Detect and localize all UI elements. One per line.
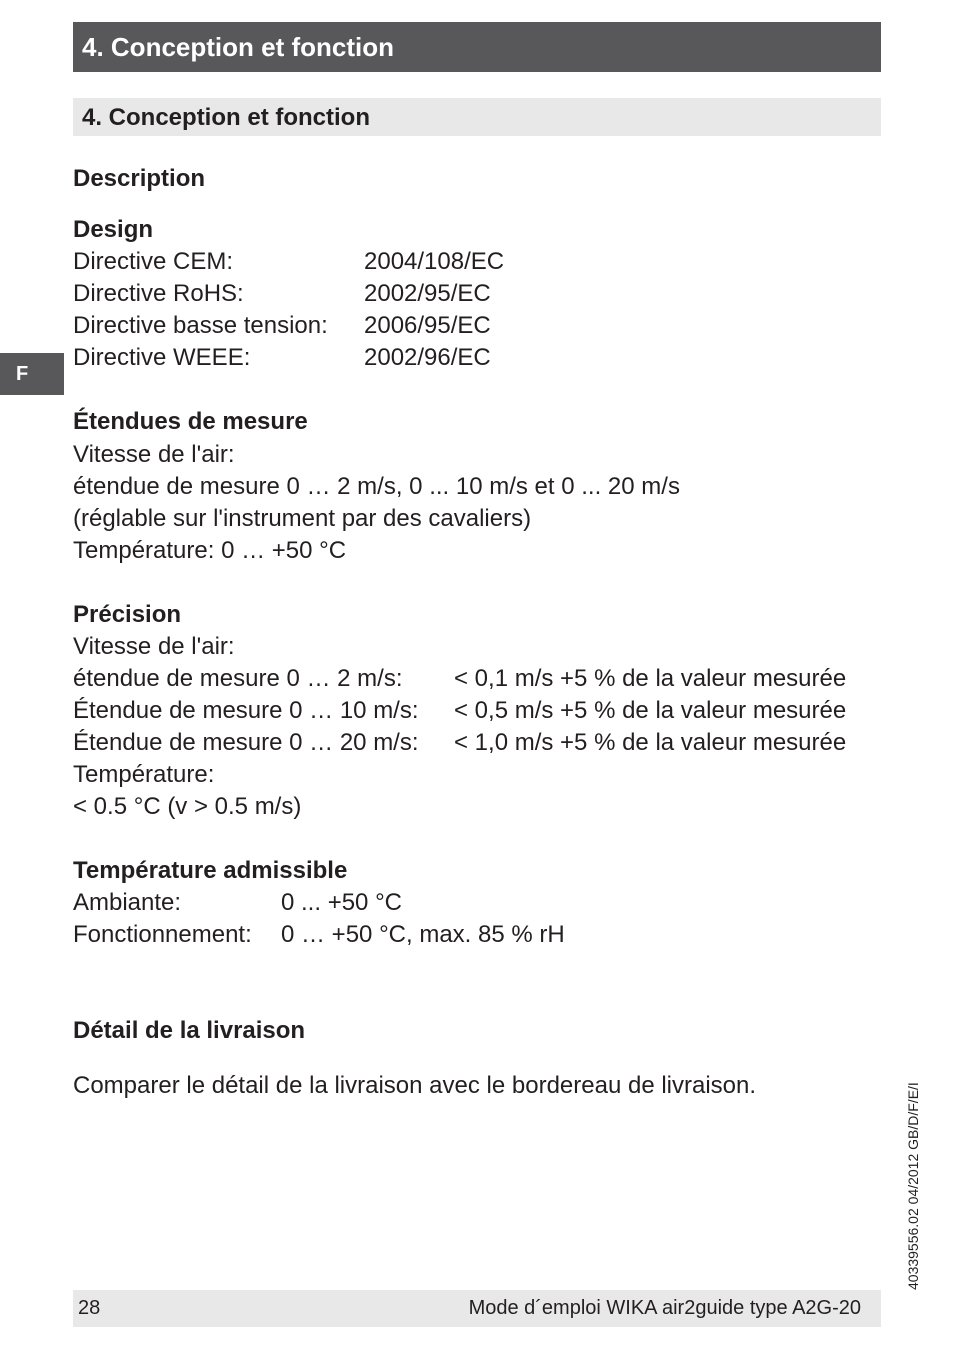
design-value: 2006/95/EC [364,312,491,339]
precision-label: Étendue de mesure 0 … 10 m/s: [73,697,419,724]
temperature-label: Fonctionnement: [73,921,252,948]
description-heading: Description [73,165,206,192]
precision-air-label: Vitesse de l'air: [73,633,235,660]
chapter-header: 4. Conception et fonction [73,22,881,72]
design-value: 2004/108/EC [364,248,505,275]
precision-heading: Précision [73,601,182,628]
temperature-value: 0 … +50 °C, max. 85 % rH [281,921,565,948]
design-value: 2002/96/EC [364,344,491,371]
page-number: 28 [78,1297,101,1319]
manual-title: Mode d´emploi WIKA air2guide type A2G-20 [468,1297,861,1319]
precision-value: < 0,1 m/s +5 % de la valeur mesurée [454,665,847,692]
language-tab: F [0,353,64,395]
precision-value: < 1,0 m/s +5 % de la valeur mesurée [454,729,847,756]
temperature-value: 0 ... +50 °C [281,889,402,916]
temperature-heading: Température admissible [73,857,348,884]
temperature-label: Ambiante: [73,889,182,916]
precision-label: Étendue de mesure 0 … 20 m/s: [73,729,419,756]
document-code: 40339556.02 04/2012 GB/D/F/E/I [905,1082,921,1290]
design-label: Directive basse tension: [73,312,328,339]
ranges-line: Température: 0 … +50 °C [73,537,347,564]
precision-value: < 0,5 m/s +5 % de la valeur mesurée [454,697,847,724]
page-footer [73,1290,881,1327]
design-value: 2002/95/EC [364,280,491,307]
ranges-line: (réglable sur l'instrument par des cavaliers) [73,505,532,532]
design-heading: Design [73,216,154,243]
precision-label: étendue de mesure 0 … 2 m/s: [73,665,403,692]
ranges-heading: Étendues de mesure [73,408,308,435]
delivery-text: Comparer le détail de la livraison avec le bordereau de livraison. [73,1072,757,1099]
precision-temp-value: < 0.5 °C (v > 0.5 m/s) [73,793,302,820]
ranges-line: étendue de mesure 0 … 2 m/s, 0 ... 10 m/s et 0 ... 20 m/s [73,473,680,500]
design-label: Directive RoHS: [73,280,244,307]
precision-temp-label: Température: [73,761,215,788]
design-label: Directive CEM: [73,248,234,275]
section-title: 4. Conception et fonction [73,98,881,136]
design-label: Directive WEEE: [73,344,251,371]
ranges-line: Vitesse de l'air: [73,441,235,468]
delivery-heading: Détail de la livraison [73,1017,306,1044]
